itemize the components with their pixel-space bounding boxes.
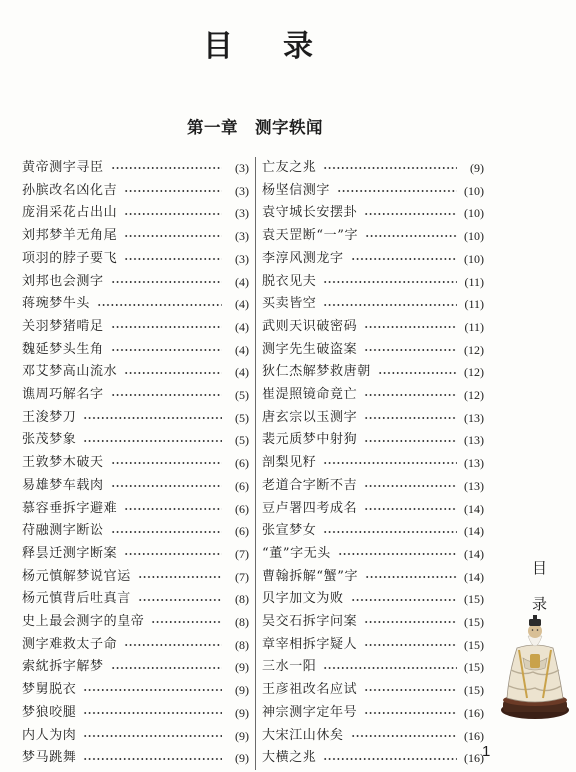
dot-leader: [323, 166, 457, 170]
toc-entry-page: (5): [235, 433, 249, 448]
toc-entry-page: (8): [235, 615, 249, 629]
dot-leader: [323, 303, 457, 307]
dot-leader: [351, 734, 457, 738]
toc-entry-title: 吴交石拆字问案: [262, 614, 358, 629]
dot-leader: [111, 393, 222, 397]
dot-leader: [111, 348, 222, 352]
toc-entry-page: (6): [235, 478, 249, 493]
dot-leader: [364, 507, 457, 511]
toc-entry-title: 苻融测字断讼: [22, 523, 104, 539]
toc-entry-page: (9): [235, 660, 249, 675]
toc-entry-page: (9): [470, 161, 484, 175]
toc-entry-page: (14): [464, 546, 484, 561]
page-title-char-2: 录: [283, 29, 313, 64]
toc-entry: [22, 520, 249, 543]
toc-entry-page: (15): [464, 615, 484, 629]
toc-entry-title: 索紞拆字解梦: [22, 659, 104, 675]
dot-leader: [364, 688, 457, 692]
toc-entry: [22, 634, 249, 657]
dot-leader: [83, 711, 222, 715]
toc-entry-page: (4): [235, 297, 249, 312]
dot-leader: [111, 666, 222, 670]
toc-entry: [22, 157, 249, 180]
sage-statue-figurine-icon: [497, 612, 573, 722]
toc-entry: [262, 384, 484, 407]
toc-entry-title: 杨坚信测字: [262, 182, 331, 198]
toc-entry-page: (13): [464, 410, 484, 425]
toc-entry: [22, 725, 249, 748]
toc-entry-title: 黄帝测字寻臣: [22, 160, 104, 175]
toc-entry: [22, 611, 249, 634]
toc-entry: [262, 498, 484, 521]
toc-entry-page: (15): [464, 592, 484, 607]
toc-entry-page: (3): [235, 183, 249, 198]
toc-entry-title: 刘邦梦羊无角尾: [22, 228, 118, 244]
toc-entry: [262, 475, 484, 498]
toc-entry-page: (15): [464, 660, 484, 675]
toc-entry-title: 慕容垂拆字避难: [22, 500, 118, 516]
dot-leader: [124, 234, 222, 238]
toc-entry-title: 梦狼咬腿: [22, 704, 77, 720]
toc-entry: [262, 271, 484, 294]
toc-entry: [22, 180, 249, 203]
toc-entry: [262, 611, 484, 634]
toc-entry-page: (4): [235, 365, 249, 380]
toc-entry-page: (3): [235, 229, 249, 244]
toc-entry-title: 剖梨见籽: [262, 455, 317, 471]
dot-leader: [97, 303, 222, 307]
dot-leader: [124, 552, 222, 556]
toc-entry-title: 神宗测字定年号: [262, 704, 358, 720]
toc-entry-page: (6): [235, 524, 249, 539]
toc-entry-title: 章宰相拆字疑人: [262, 636, 358, 652]
toc-entry-title: 袁守城长安摆卦: [262, 205, 358, 221]
toc-entry-title: 李淳风测龙字: [262, 250, 344, 266]
dot-leader: [83, 688, 222, 692]
toc-entry-page: (16): [464, 751, 484, 766]
dot-leader: [364, 348, 457, 352]
dot-leader: [124, 257, 222, 261]
toc-entry-title: 释昙迁测字断案: [22, 545, 118, 561]
toc-entry-page: (5): [235, 388, 249, 402]
toc-entry: [262, 747, 484, 770]
toc-entry-page: (15): [464, 637, 484, 652]
toc-entry-page: (12): [464, 342, 484, 357]
toc-entry-title: 魏延梦头生角: [22, 341, 104, 357]
toc-entry-title: 孙膑改名凶化吉: [22, 182, 118, 198]
dot-leader: [364, 484, 457, 488]
dot-leader: [83, 439, 222, 443]
dot-leader: [323, 530, 457, 534]
toc-entry-title: “董”字无头: [262, 545, 331, 561]
toc-entry-page: (6): [235, 501, 249, 516]
toc-entry-title: 三水一阳: [262, 659, 317, 675]
toc-left-column: [22, 157, 249, 770]
toc-entry-title: 贝字加文为败: [262, 591, 344, 607]
toc-entry-page: (16): [464, 728, 484, 743]
toc-entry-title: 大宋江山休矣: [262, 727, 344, 743]
dot-leader: [365, 234, 457, 238]
toc-entry-title: 老道合字断不吉: [262, 477, 358, 493]
toc-entry: [22, 339, 249, 362]
dot-leader: [111, 484, 222, 488]
toc-entry-title: 王敦梦木破天: [22, 455, 104, 471]
toc-entry: [262, 339, 484, 362]
toc-entry-page: (10): [464, 206, 484, 221]
toc-entry: [262, 225, 484, 248]
toc-entry-page: (8): [235, 592, 249, 607]
toc-entry: [22, 543, 249, 566]
toc-entry: [22, 475, 249, 498]
side-tab-char-2: 录: [532, 595, 548, 613]
toc-entry-title: 杨元慎背后吐真言: [22, 591, 131, 607]
toc-entry-page: (11): [464, 274, 484, 289]
toc-entry-page: (13): [464, 433, 484, 448]
toc-entry-page: (15): [464, 683, 484, 698]
toc-entry: [262, 316, 484, 339]
dot-leader: [124, 371, 222, 375]
dot-leader: [124, 212, 222, 216]
toc-entry: [262, 248, 484, 271]
toc-entry: [22, 407, 249, 430]
toc-entry-page: (10): [464, 183, 484, 198]
dot-leader: [323, 461, 457, 465]
toc-entry: [22, 225, 249, 248]
toc-entry: [22, 316, 249, 339]
toc-entry-page: (11): [464, 297, 484, 312]
toc-entry-page: (14): [464, 524, 484, 539]
dot-leader: [138, 575, 222, 579]
dot-leader: [83, 757, 222, 761]
toc-entry-title: 曹翰拆解“蟹”字: [262, 568, 359, 584]
dot-leader: [323, 666, 457, 670]
toc-entry: [262, 407, 484, 430]
toc-entry-page: (10): [464, 229, 484, 244]
toc-entry: [262, 157, 484, 180]
toc-entry-page: (12): [464, 388, 484, 402]
toc-entry: [22, 498, 249, 521]
dot-leader: [111, 530, 222, 534]
toc-entry-title: 梦舅脱衣: [22, 682, 77, 698]
toc-entry: [22, 293, 249, 316]
toc-entry: [22, 656, 249, 679]
toc-entry: [22, 566, 249, 589]
toc-entry-title: 梦马跳舞: [22, 750, 77, 766]
dot-leader: [364, 212, 457, 216]
dot-leader: [124, 643, 222, 647]
dot-leader: [351, 598, 457, 602]
toc-entry-page: (9): [235, 728, 249, 743]
toc-entry-title: 豆卢署四考成名: [262, 500, 358, 516]
toc-entry: [22, 202, 249, 225]
toc-entry-page: (8): [235, 637, 249, 652]
toc-entry: [22, 384, 249, 407]
toc-entry: [22, 588, 249, 611]
toc-entry-page: (9): [235, 751, 249, 766]
toc-entry: [262, 520, 484, 543]
toc-entry: [262, 543, 484, 566]
toc-entry-page: (4): [235, 342, 249, 357]
toc-entry-title: 测字难救太子命: [22, 636, 118, 652]
dot-leader: [364, 711, 457, 715]
toc-entry-page: (3): [235, 251, 249, 266]
toc-entry-title: 崔湜照镜命竟亡: [262, 387, 358, 402]
toc-entry: [22, 747, 249, 770]
toc-entry: [262, 429, 484, 452]
dot-leader: [364, 393, 457, 397]
dot-leader: [364, 439, 457, 443]
toc-entry-page: (6): [235, 456, 249, 471]
toc-entry: [262, 656, 484, 679]
toc-entry-title: 刘邦也会测字: [22, 273, 104, 289]
toc-right-column: [262, 157, 484, 770]
toc-entry: [262, 566, 484, 589]
toc-entry-title: 唐玄宗以玉测字: [262, 409, 358, 425]
toc-entry: [22, 429, 249, 452]
dot-leader: [111, 325, 222, 329]
toc-entry-page: (5): [235, 410, 249, 425]
dot-leader: [364, 643, 457, 647]
toc-entry-title: 大横之兆: [262, 750, 317, 766]
toc-entry: [262, 679, 484, 702]
toc-entry-title: 项羽的脖子要飞: [22, 250, 118, 266]
page-title-char-1: 目: [203, 29, 233, 64]
toc-entry-page: (11): [464, 319, 484, 334]
dot-leader: [124, 507, 222, 511]
toc-entry: [262, 452, 484, 475]
dot-leader: [338, 552, 457, 556]
toc-entry-page: (7): [235, 546, 249, 561]
toc-entry-page: (3): [235, 206, 249, 221]
dot-leader: [111, 166, 222, 170]
dot-leader: [378, 371, 457, 375]
toc-entry-title: 狄仁杰解梦救唐朝: [262, 364, 371, 380]
toc-entry: [262, 361, 484, 384]
toc-entry: [22, 702, 249, 725]
dot-leader: [111, 461, 222, 465]
column-divider: [255, 157, 256, 770]
toc-entry: [22, 679, 249, 702]
dot-leader: [351, 257, 457, 261]
toc-entry: [262, 588, 484, 611]
dot-leader: [364, 620, 457, 624]
toc-entry-title: 蒋琬梦牛头: [22, 296, 91, 312]
toc-entry-page: (3): [235, 161, 249, 175]
toc-entry: [22, 452, 249, 475]
toc-entry-title: 庞涓采花占出山: [22, 205, 118, 221]
toc-entry-title: 邓艾梦高山流水: [22, 364, 118, 380]
toc-entry-page: (10): [464, 251, 484, 266]
dot-leader: [364, 325, 457, 329]
toc-entry-title: 武则天识破密码: [262, 318, 358, 334]
dot-leader: [323, 757, 457, 761]
dot-leader: [124, 189, 222, 193]
toc-entry-title: 脱衣见夫: [262, 273, 317, 289]
toc-entry-title: 裴元质梦中射狗: [262, 432, 358, 448]
toc-entry: [262, 634, 484, 657]
toc-entry-page: (4): [235, 274, 249, 289]
toc-entry-title: 测字先生破盗案: [262, 341, 358, 357]
dot-leader: [151, 620, 222, 624]
dot-leader: [83, 416, 222, 420]
dot-leader: [83, 734, 222, 738]
dot-leader: [364, 416, 457, 420]
toc-entry: [262, 180, 484, 203]
toc-entry: [262, 293, 484, 316]
dot-leader: [138, 598, 222, 602]
toc-entry-title: 王浚梦刀: [22, 409, 77, 425]
toc-entry: [22, 248, 249, 271]
dot-leader: [111, 280, 222, 284]
toc-entry-title: 关羽梦猪啃足: [22, 318, 104, 334]
toc-entry-page: (7): [235, 569, 249, 584]
dot-leader: [337, 189, 457, 193]
toc-entry-title: 买卖皆空: [262, 296, 317, 312]
toc-entry-title: 张宣梦女: [262, 523, 317, 539]
toc-entry: [22, 271, 249, 294]
chapter-heading: 第一章 测字轶闻: [187, 118, 323, 137]
page-number: 1: [482, 743, 491, 760]
toc-entry-page: (12): [464, 365, 484, 380]
toc-entry-title: 亡友之兆: [262, 160, 317, 175]
toc-entry-title: 张茂梦象: [22, 432, 77, 448]
toc-entry-page: (9): [235, 683, 249, 698]
toc-entry-title: 易雄梦车载肉: [22, 477, 104, 493]
toc-entry-page: (14): [464, 501, 484, 516]
toc-entry-page: (16): [464, 705, 484, 720]
side-tab-char-1: 目: [532, 559, 548, 577]
toc-entry-page: (13): [464, 456, 484, 471]
toc-entry-page: (13): [464, 478, 484, 493]
toc-entry-title: 史上最会测字的皇帝: [22, 614, 145, 629]
toc-entry: [262, 702, 484, 725]
toc-entry-title: 谯周巧解名字: [22, 387, 104, 402]
toc-entry: [262, 725, 484, 748]
toc-entry-page: (9): [235, 705, 249, 720]
toc-entry-title: 内人为肉: [22, 727, 77, 743]
toc-entry-page: (4): [235, 319, 249, 334]
dot-leader: [323, 280, 457, 284]
dot-leader: [365, 575, 457, 579]
toc-entry: [262, 202, 484, 225]
toc-entry-title: 王彦祖改名应试: [262, 682, 358, 698]
toc-entry-page: (14): [464, 569, 484, 584]
toc-entry-title: 杨元慎解梦说官运: [22, 568, 131, 584]
toc-entry: [22, 361, 249, 384]
toc-entry-title: 袁天罡断“一”字: [262, 228, 359, 244]
